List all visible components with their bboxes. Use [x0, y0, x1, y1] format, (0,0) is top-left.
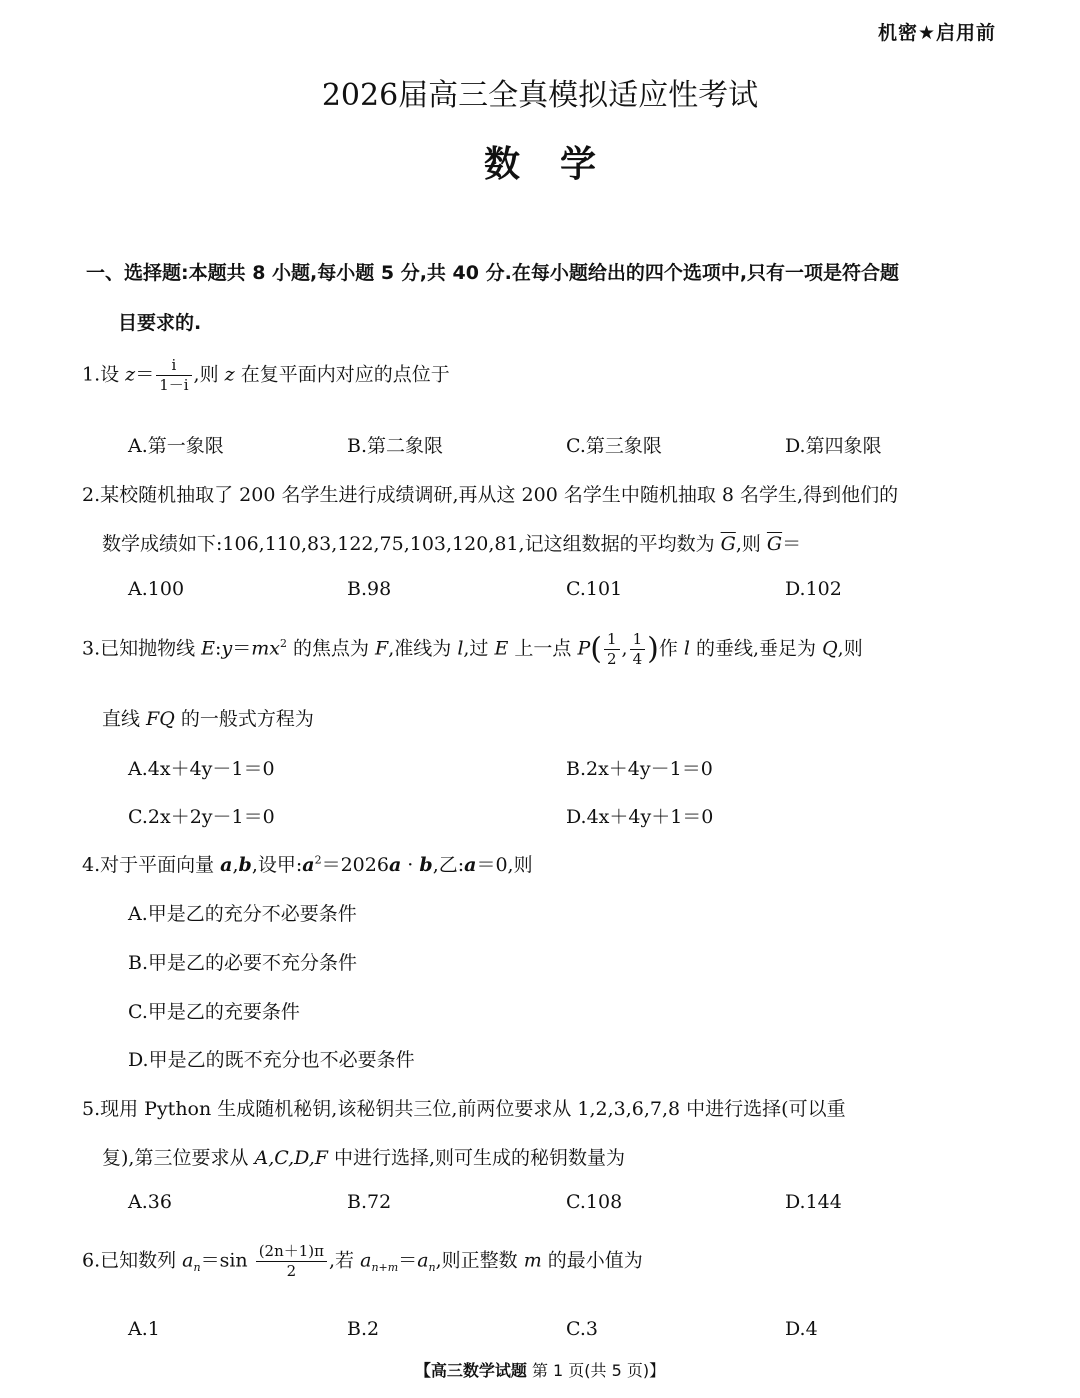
q6-option-b: B.2 — [347, 1318, 380, 1340]
q6-option-d: D.4 — [785, 1318, 818, 1340]
fraction-quarter: $\frac{1}{4}$ — [630, 630, 646, 669]
question-5-cont: 复),第三位要求从 A,C,D,F 中进行选择,则可生成的秘钥数量为 — [102, 1147, 626, 1169]
exam-title: 2026届高三全真模拟适应性考试 — [321, 78, 759, 113]
subject-title: 数学 — [483, 144, 636, 185]
question-5: 5.现用 Python 生成随机秘钥,该秘钥共三位,前两位要求从 1,2,3,6,7,8 中进行选择(可以重 — [82, 1098, 846, 1120]
section-instructions: 一、选择题:本题共 8 小题,每小题 5 分,共 40 分.在每小题给出的四个选项中,只有一项是符合题 — [86, 262, 900, 284]
q2-option-d: D.102 — [785, 578, 842, 600]
page-footer: 【高三数学试题 第 1 页(共 5 页)】 — [414, 1361, 666, 1380]
confidential-label: 机密★启用前 — [877, 22, 996, 44]
question-3-cont: 直线 FQ 的一般式方程为 — [102, 708, 314, 730]
q4-option-c: C.甲是乙的充要条件 — [128, 1001, 300, 1023]
fraction-half: $\frac{1}{2}$ — [604, 630, 620, 669]
question-4: 4.对于平面向量 a,b,设甲$:a^2=2026a \cdot b$,乙:a＝0,则 — [82, 853, 533, 876]
q5-option-b: B.72 — [347, 1191, 392, 1213]
q4-option-d: D.甲是乙的既不充分也不必要条件 — [128, 1049, 415, 1071]
q6-option-c: C.3 — [566, 1318, 598, 1340]
fraction: $\frac{(2n+1)\pi}{2}$ — [256, 1242, 327, 1281]
question-6: 6.已知数列 $a_n=\sin$ $\frac{(2n+1)\pi}{2}$ ,若 $a_{n+m}=a_n$,则正整数 m 的最小值为 — [82, 1242, 643, 1280]
q2-option-b: B.98 — [347, 578, 392, 600]
q6-option-a: A.1 — [128, 1318, 160, 1340]
question-2: 2.某校随机抽取了 200 名学生进行成绩调研,再从这 200 名学生中随机抽取 8 名学生,得到他们的 — [82, 484, 899, 506]
section-instructions-cont: 目要求的. — [118, 312, 202, 334]
q4-option-b: B.甲是乙的必要不充分条件 — [128, 952, 358, 974]
q4-option-a: A.甲是乙的充分不必要条件 — [128, 903, 357, 925]
q1-option-b: B.第二象限 — [347, 435, 444, 457]
q1-option-d: D.第四象限 — [785, 435, 882, 457]
q3-option-d: D.4x＋4y＋1＝0 — [566, 806, 714, 828]
q2-option-a: A.100 — [128, 578, 185, 600]
question-3: 3.已知抛物线 $E:y=mx^2$ 的焦点为 F,准线为 l,过 E 上一点 P( $\frac{1}{2}$ , $\frac{1}{4}$ )作 l 的垂线,垂足为 Q,则 — [82, 630, 863, 668]
q5-option-d: D.144 — [785, 1191, 842, 1213]
q3-option-c: C.2x＋2y－1＝0 — [128, 806, 275, 828]
q3-option-b: B.2x＋4y－1＝0 — [566, 758, 713, 780]
question-1: 1.设 z＝ $\frac{i}{1-i}$ ,则 z 在复平面内对应的点位于 — [82, 356, 450, 394]
q1-option-c: C.第三象限 — [566, 435, 662, 457]
q3-option-a: A.4x＋4y－1＝0 — [128, 758, 275, 780]
q1-option-a: A.第一象限 — [128, 435, 224, 457]
fraction: $\frac{i}{1-i}$ — [156, 356, 191, 395]
question-2-cont: 数学成绩如下:106,110,83,122,75,103,120,81,记这组数据的平均数为 $\overline{G}$,则 $\overline{G}=$ — [102, 533, 802, 555]
q5-option-c: C.108 — [566, 1191, 623, 1213]
q5-option-a: A.36 — [128, 1191, 172, 1213]
q2-option-c: C.101 — [566, 578, 623, 600]
